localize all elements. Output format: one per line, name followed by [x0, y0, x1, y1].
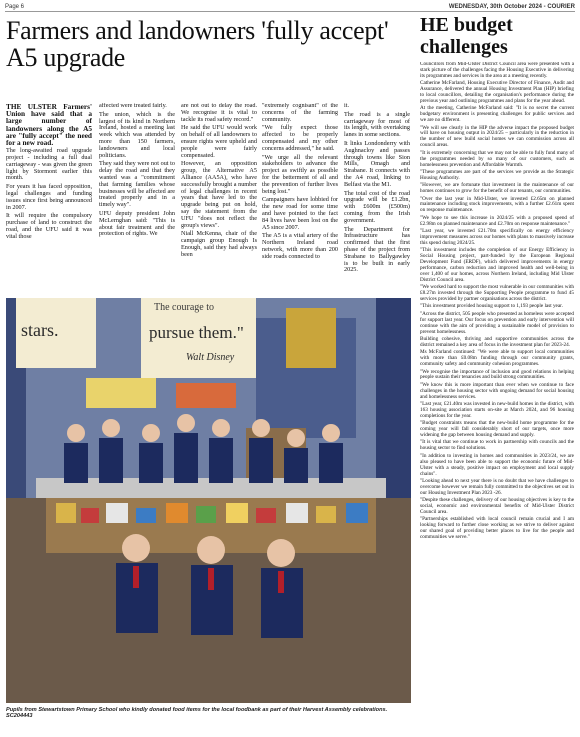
story-paragraph: The total cost of the road upgrade will be £1.2bn, with £600m (£500m) coming from the Irish government.: [344, 189, 410, 224]
banner-text-courage: The courage to: [154, 302, 214, 313]
story-paragraph: affected were treated fairly.: [99, 103, 167, 109]
page-number: Page 6: [5, 3, 25, 10]
story-paragraph: The A5 is a vital artery of the Northern Ireland road network, with more than 200 side roads connected to: [262, 232, 338, 260]
page-header: [5, 2, 575, 12]
side-headline: HE budget challenges: [420, 14, 513, 58]
side-story-paragraph: "We recognise the importance of inclusion and good relations in helping people sustain their tenancies and build strong communities.: [420, 368, 574, 381]
story-paragraph: it.: [344, 103, 349, 109]
side-story-paragraph: "This investment includes the completion of our Energy Efficiency in Social Housing project, part-funded by the European Regional Development Fund (ERDF), which delivered improvements in energy performance, carbon reduction and improved health and well-being in over 1,400 of our homes, across Northern Ireland, including Mid Ulster District Council area.: [420, 247, 574, 283]
side-story-paragraph: "We will see clearly in the HIP the adverse impact the proposed budget will have on housing output in 2024/25 – particularly in the reduction in the number of new build social homes we can commission across all council areas.: [420, 124, 574, 149]
side-story-paragraph: "Despite these challenges, delivery of our housing objectives is key to the social, economic and environmental benefits of Mid-Ulster District Council area.: [420, 497, 574, 515]
story-paragraph: "extremely cognisant" of the concerns of the farming community.: [262, 103, 338, 123]
side-story-paragraph: "Last year, £21.40m was invested in new-build homes in the district, with 163 housing association starts on-site at March 2024, and 96 housing completions for the year.: [420, 401, 574, 419]
story-column-4: [262, 103, 338, 295]
story-paragraph: For years it has faced opposition, legal challenges and funding issues since first being announced in 2007.: [6, 183, 92, 211]
story-paragraph: The Department for Infrastructure has confirmed that the first phase of the project from Strabane to Ballygawley is to be built in early 2025.: [344, 225, 410, 274]
side-story-paragraph: Building cohesive, thriving and supportive communities across the district remained a key area of focus in the investment plan for 2023-24.: [420, 335, 574, 348]
date-line: WEDNESDAY, 30th October 2024 - COURIER: [448, 3, 575, 10]
side-story-paragraph: "It is vital that we continue to work in partnership with councils and the housing sector to find solutions.: [420, 439, 574, 452]
story-paragraph: Niall McKenna, chair of the campaign group Enough Is Enough, said they had always been: [181, 230, 257, 258]
story-column-1: [6, 103, 92, 295]
side-story-paragraph: "These programmes are part of the services we provide as the Strategic Housing Authority.: [420, 168, 574, 181]
story-paragraph: UFU deputy president John McLernghan said: "This is about fair treatment and the protection of rights. We: [99, 209, 175, 238]
main-headline: Farmers and landowners 'fully accept' A5 upgrade: [6, 16, 389, 72]
side-story-paragraph: "Across the district, 505 people who presented as homeless were accepted for support last year. Our focus on prevention and early intervention will continue with the aim of providing a sustainable model of provision to prevent homelessness.: [420, 310, 574, 335]
seated-pupils: [116, 534, 303, 638]
side-story-paragraph: "Looking ahead to next year there is no doubt that we have challenges to overcome however we remain fully committed to the objectives set out in our Housing Investment Plan 2023 -26.: [420, 477, 574, 496]
story-paragraph: Campaigners have lobbied for the new road for some time and have pointed to the fact 84 lives have been lost on the A5 since 2007.: [262, 196, 338, 231]
side-story-paragraph: "We hope to see this increase in 2024/25 with a proposed spend of £2.98m on planned maintenance and £2.70m on response maintenance.": [420, 214, 574, 227]
side-story-paragraph: Catherine McFarland, Housing Executive Director of Finance, Audit and Assurance, delivered the annual Housing Investment Plan (HIP) briefing to local councillors, detailing the organisation's performance during the previous year and outlining programmes and plans for the year ahead.: [420, 80, 574, 104]
side-story-paragraph: At the meeting, Catherine McFarland said: "It is no secret the current budgetary environment is presenting challenges for public services and we are no different.: [420, 105, 574, 124]
side-story-paragraph: "Budget constraints means that the new-build home programme for the coming year will fall considerably short of our targets, once more widening the gap between housing demand and supply.: [420, 420, 574, 439]
banner-text-attribution: Walt Disney: [186, 352, 235, 363]
story-paragraph: The union, which is the largest of its kind in Northern Ireland, hosted a meeting last week which was attended by more than 150 farmers, landowners and local politicians.: [99, 110, 175, 159]
side-story-body: [420, 62, 574, 732]
story-paragraph: However, an opposition group, the Alternative A5 Alliance (AA5A), who have successfully brought a number of legal challenges in recent years that have led to the upgrade being put on hold, say the statement from the UFU "does not reflect the group's views".: [181, 160, 257, 229]
story-paragraph: The long-awaited road upgrade project - including a full dual carriageway - was given the green light by Stormont earlier this month.: [6, 147, 92, 182]
story-paragraph: "We fully expect those affected to be properly compensated and my other concerns addressed," he said.: [262, 124, 338, 152]
story-paragraph: He said the UFU would work on behalf of all landowners to ensure rights were upheld and people were fairly compensated.: [181, 124, 257, 159]
side-story-paragraph: Councillors from Mid-Ulster District Council area were presented with a stark picture of the challenges facing the Housing Executive in delivering its programmes and services in the area at a meeting recently.: [420, 62, 574, 79]
story-paragraph: They said they were not out to delay the road and that they wanted was a "commitment that farming families whose businesses will be affected are treated properly and in a timely way".: [99, 160, 175, 209]
story-column-3: [181, 103, 257, 295]
side-story-paragraph: "We know this is more important than ever when we continue to face challenges in the housing sector with ongoing demand for social housing and homelessness services.: [420, 381, 574, 400]
banner-text-stars: stars.: [21, 320, 59, 340]
story-column-5: [344, 103, 410, 295]
story-paragraph: The road is a single carriageway for most of its length, with overtaking lanes in some sections.: [344, 110, 410, 139]
side-story-paragraph: "It is extremely concerning that we may not be able to fully fund many of the programmes needed by so many of our customers, such as homelessness prevention and Affordable Warmth.: [420, 149, 574, 168]
story-paragraph: are not out to delay the road. We recognise it is vital to tackle its road safety record.": [181, 103, 257, 123]
banner-text-pursue: pursue them.": [149, 323, 244, 342]
side-story-paragraph: "In addition to investing in homes and communities in 2023/24, we are also pleased to have been able to support the economic future of Mid-Ulster with a steady, positive impact on employment and local supply chains".: [420, 452, 574, 477]
side-story-paragraph: "This investment provided housing support to 1,193 people last year.: [420, 303, 563, 310]
side-story-paragraph: "Partnerships established with local council remain crucial and I am looking forward to further close working as we strive to deliver against our shared goal of providing better places to live for the people and communities we serve.": [420, 516, 574, 541]
story-paragraph: "We urge all the relevant stakeholders to advance the project as swiftly as possible for the betterment of all and the prevention of further lives being lost.": [262, 153, 338, 195]
photo-illustration: [6, 298, 411, 703]
side-story-paragraph: Ms McFarland continued: "We were able to support local communities with more than £0.08m funding through our community grants, community safety and community cohesion programmes.: [420, 349, 574, 368]
story-paragraph: It will require the compulsory purchase of land to construct the road, and the UFU said it was vital those: [6, 212, 92, 240]
side-story-paragraph: "Last year, we invested £21.70m specifically on energy efficiency improvement measures across our homes with plans to massively increase this spend during 2024/25.: [420, 228, 574, 246]
story-paragraph: It links Londonderry with Aughnacloy and passes through towns like Sion Mills, Omagh and Strabane. It connects with the A4 road, linking to Belfast via the M1.: [344, 139, 410, 188]
side-story-paragraph: "Over the last year in Mid-Ulster, we invested £2.65m on planned maintenance including stock improvements, with a further £2.61m spent on response maintenance.: [420, 195, 574, 214]
side-story-paragraph: "However, we are fortunate that investment in the maintenance of our homes continues to grow for the benefit of our tenants, our communities.: [420, 182, 574, 195]
lead-paragraph: THE ULSTER Farmers' Union have said that a large number of landowners along the A5 are "fully accept" the need for a new road.: [6, 103, 92, 148]
school-photo: [6, 298, 411, 703]
side-story-paragraph: "We worked hard to support the most vulnerable in our communities with £8.27m invested through the Supporting People programme to fund 45 services provided by partner organisations across the district.: [420, 284, 574, 303]
photo-caption: Pupils from Stewartstown Primary School who kindly donated food items for the local foodbank as part of their Harvest Assembly celebrations. SC204443: [6, 707, 388, 720]
story-column-2: [99, 103, 175, 295]
